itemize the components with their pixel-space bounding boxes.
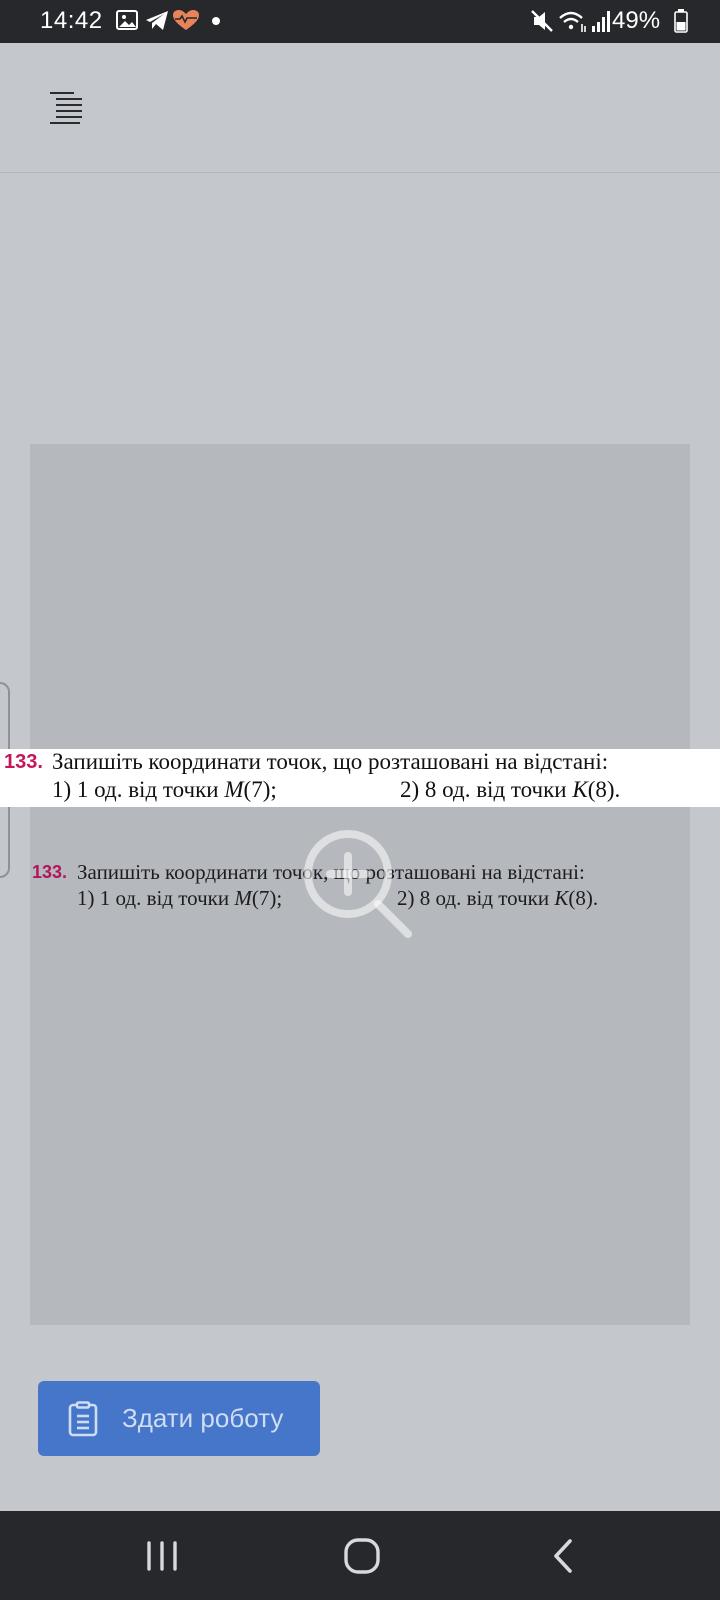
clipboard-icon [68,1401,98,1437]
mute-icon [532,11,552,31]
battery-icon [675,9,687,32]
health-heart-icon [173,10,199,30]
app-header [0,43,720,173]
status-right-icons [530,8,690,34]
telegram-icon [146,11,168,30]
status-time: 14:42 [40,7,103,34]
problem-item-2: 2) 8 од. від точки K(8). [397,886,599,910]
submit-work-label: Здати роботу [122,1403,284,1433]
problem-item-2: 2) 8 од. від точки K(8). [400,777,621,802]
battery-percent: 49% [612,7,661,34]
gallery-icon [117,11,137,29]
recent-apps-icon[interactable] [137,1533,187,1579]
signal-icon [592,11,610,32]
system-nav-bar [0,1511,720,1600]
problem-statement: Запишіть координати точок, що розташовані на відстані: [77,860,585,884]
home-icon[interactable] [337,1533,387,1579]
submit-work-button[interactable] [38,1381,320,1456]
wifi-icon [560,13,585,32]
problem-number: 133. [4,751,43,773]
problem-number: 133. [32,862,68,882]
problem-statement: Запишіть координати точок, що розташовані на відстані: [52,749,609,774]
back-icon[interactable] [540,1533,590,1579]
notification-dot-icon [212,17,220,25]
menu-lines-icon[interactable] [42,87,88,127]
problem-item-1: 1) 1 од. від точки M(7); [52,777,277,802]
status-bar [0,0,720,43]
problem-item-1: 1) 1 од. від точки M(7); [77,886,283,910]
problem-zoomed-strip [0,749,720,807]
status-left-icons [116,8,226,34]
zoom-in-icon[interactable] [296,822,420,946]
